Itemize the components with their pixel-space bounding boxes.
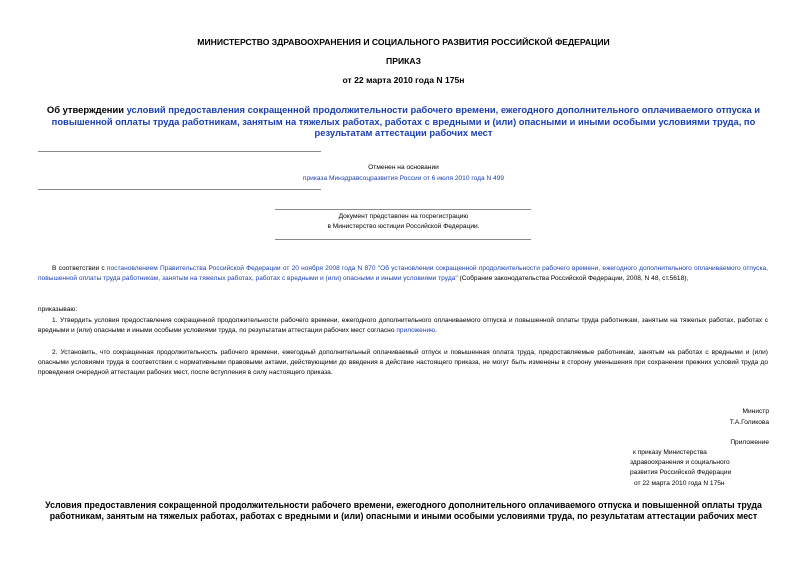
appendix-ref-line4: от 22 марта 2010 года N 175н [634,479,725,487]
appendix-label: Приложение [730,439,769,446]
order-item-1 [38,316,768,336]
appendix-ref-line3: развития Российской Федерации [630,469,732,477]
divider-line [275,209,531,210]
title-prefix: Об утверждении [46,104,127,115]
signature-position: Министр [742,408,769,415]
appendix-reference [630,448,770,489]
preamble-paragraph [38,264,768,284]
registration-note-line2: в Министерство юстиции Российской Федерации. [327,223,480,230]
item-1-end: . [435,327,437,335]
document-type: ПРИКАЗ [386,56,421,66]
divider-line [38,151,321,152]
appendix-link[interactable]: приложению [396,327,436,335]
registration-note-line1: Документ представлен на госрегистрацию [338,213,469,220]
ministry-heading: МИНИСТЕРСТВО ЗДРАВООХРАНЕНИЯ И СОЦИАЛЬНОГО РАЗВИТИЯ РОССИЙСКОЙ ФЕДЕРАЦИИ [197,37,610,47]
order-item-2: 2. Установить, что сокращенная продолжительность рабочего времени, ежегодный дополнительный оплачиваемый отпуск и повышенная оплата труда, предоставляемые работникам, занятым на работах с вредными и (или) опасными условиями труда в соответствии с нормативными правовыми актами, действующими до введения в действие настоящего приказа, не могут быть изменены в сторону уменьшения при сохранении прежних условий труда до проведения очередной аттестации рабочих мест, после вступления в силу настоящего приказа. [38,349,768,377]
cancel-note [0,174,807,184]
appendix-ref-line1: к приказу Министерства [633,449,707,456]
appendix-ref-line2: здравоохранения и социального [630,459,730,467]
order-word: приказываю: [38,306,78,313]
preamble-suffix: (Собрание законодательства Российской Федерации, 2008, N 48, ст.5618), [457,275,689,283]
government-decree-link[interactable]: постановлением Правительства Российской Федерации от 20 ноября 2008 года N 870 "Об установлении сокращенной продолжительности рабочего времени, ежегодного дополнительного оплачиваемого отпуска, повышенной оплаты труда работникам, занятым на тяжелых работах, работах с вредными и (или) опасными и иными условиями труда" [38,265,769,283]
document-date-number: от 22 марта 2010 года N 175н [342,75,465,85]
document-title [40,104,767,139]
preamble-prefix: В соответствии с [52,265,107,272]
divider-line [275,239,531,240]
title-link[interactable]: условий предоставления сокращенной продолжительности рабочего времени, ежегодного дополнительного оплачиваемого отпуска и повышенной оплаты труда работникам, занятым на тяжелых работах, работах с вредными и (или) опасными и иными особыми условиями труда, по результатам аттестации рабочих мест [51,104,761,139]
divider-line [38,189,321,190]
item-1-text: 1. Утвердить условия предоставления сокращенной продолжительности рабочего времени, ежегодного дополнительного оплачиваемого отпуска и повышенной оплаты труда работникам, занятым на тяжелых работах, работах с вредными и (или) опасными и иными особыми условиями труда, по результатам аттестации рабочих мест согласно [38,317,768,335]
signature-name: Т.А.Голикова [729,419,769,426]
cancel-note-label: Отменен на основании [368,164,439,171]
cancel-order-link[interactable]: приказа Минздравсоцразвития России от 6 июля 2010 года N 499 [302,175,505,182]
appendix-title: Условия предоставления сокращенной продолжительности рабочего времени, ежегодного дополнительного оплачиваемого отпуска и повышенной оплаты труда работникам, занятым на тяжелых работах, работах с вредными и (или) опасными и иными особыми условиями труда, по результатам аттестации рабочих мест [45,500,762,522]
